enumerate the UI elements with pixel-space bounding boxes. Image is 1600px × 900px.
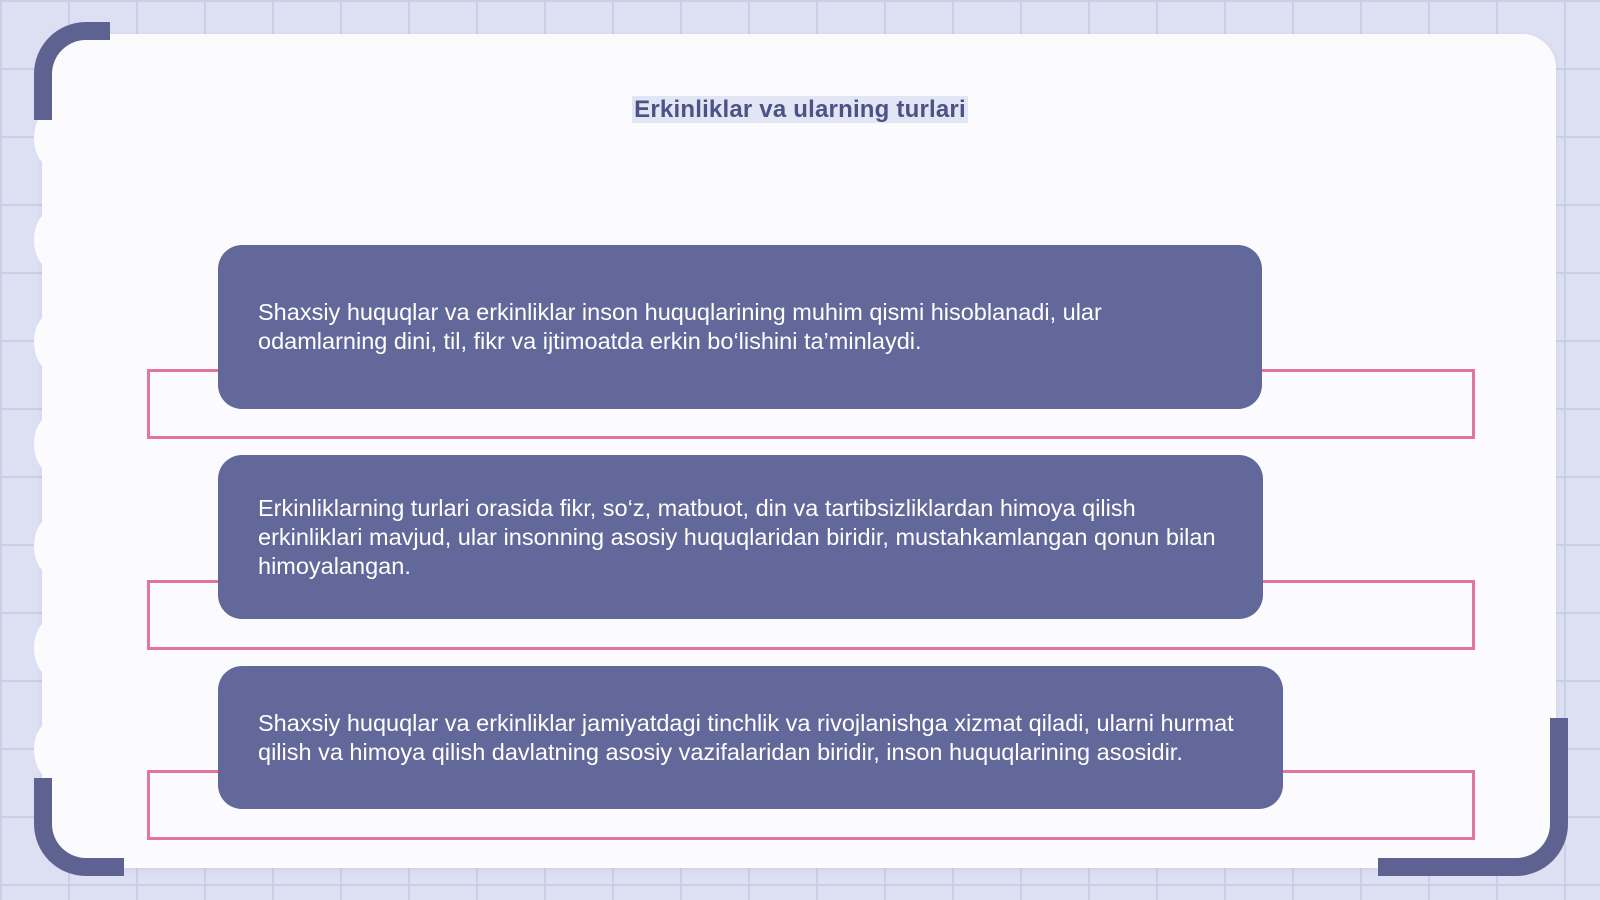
slide-title-text: Erkinliklar va ularning turlari [634, 96, 966, 123]
content-card-3 [218, 666, 1283, 809]
notebook-scallop [34, 720, 74, 780]
notebook-scallop [34, 312, 74, 372]
content-card-2 [218, 455, 1263, 619]
content-card-text: Erkinliklarning turlari orasida fikr, so‘z, matbuot, din va tartibsizliklardan himoya qilish erkinliklari mavjud, ular insonning asosiy huquqlaridan biridir, mustahkamlangan qonun bilan himoyalangan. [258, 494, 1216, 579]
notebook-scallop [34, 414, 74, 474]
notebook-scallop [34, 618, 74, 678]
corner-bracket-bottom-left [34, 778, 124, 876]
notebook-scallop [34, 516, 74, 576]
slide-title [0, 96, 1600, 124]
content-card-text: Shaxsiy huquqlar va erkinliklar jamiyatdagi tinchlik va rivojlanishga xizmat qiladi, ularni hurmat qilish va himoya qilish davlatning asosiy vazifalaridan biridir, inson huquqlarining asosidir. [258, 709, 1234, 765]
content-card-text: Shaxsiy huquqlar va erkinliklar inson huquqlarining muhim qismi hisoblanadi, ular odamlarning dini, til, fikr va ijtimoatda erkin bo‘lishini ta’minlaydi. [258, 299, 1102, 354]
content-card-1 [218, 245, 1262, 409]
notebook-scallop [34, 210, 74, 270]
